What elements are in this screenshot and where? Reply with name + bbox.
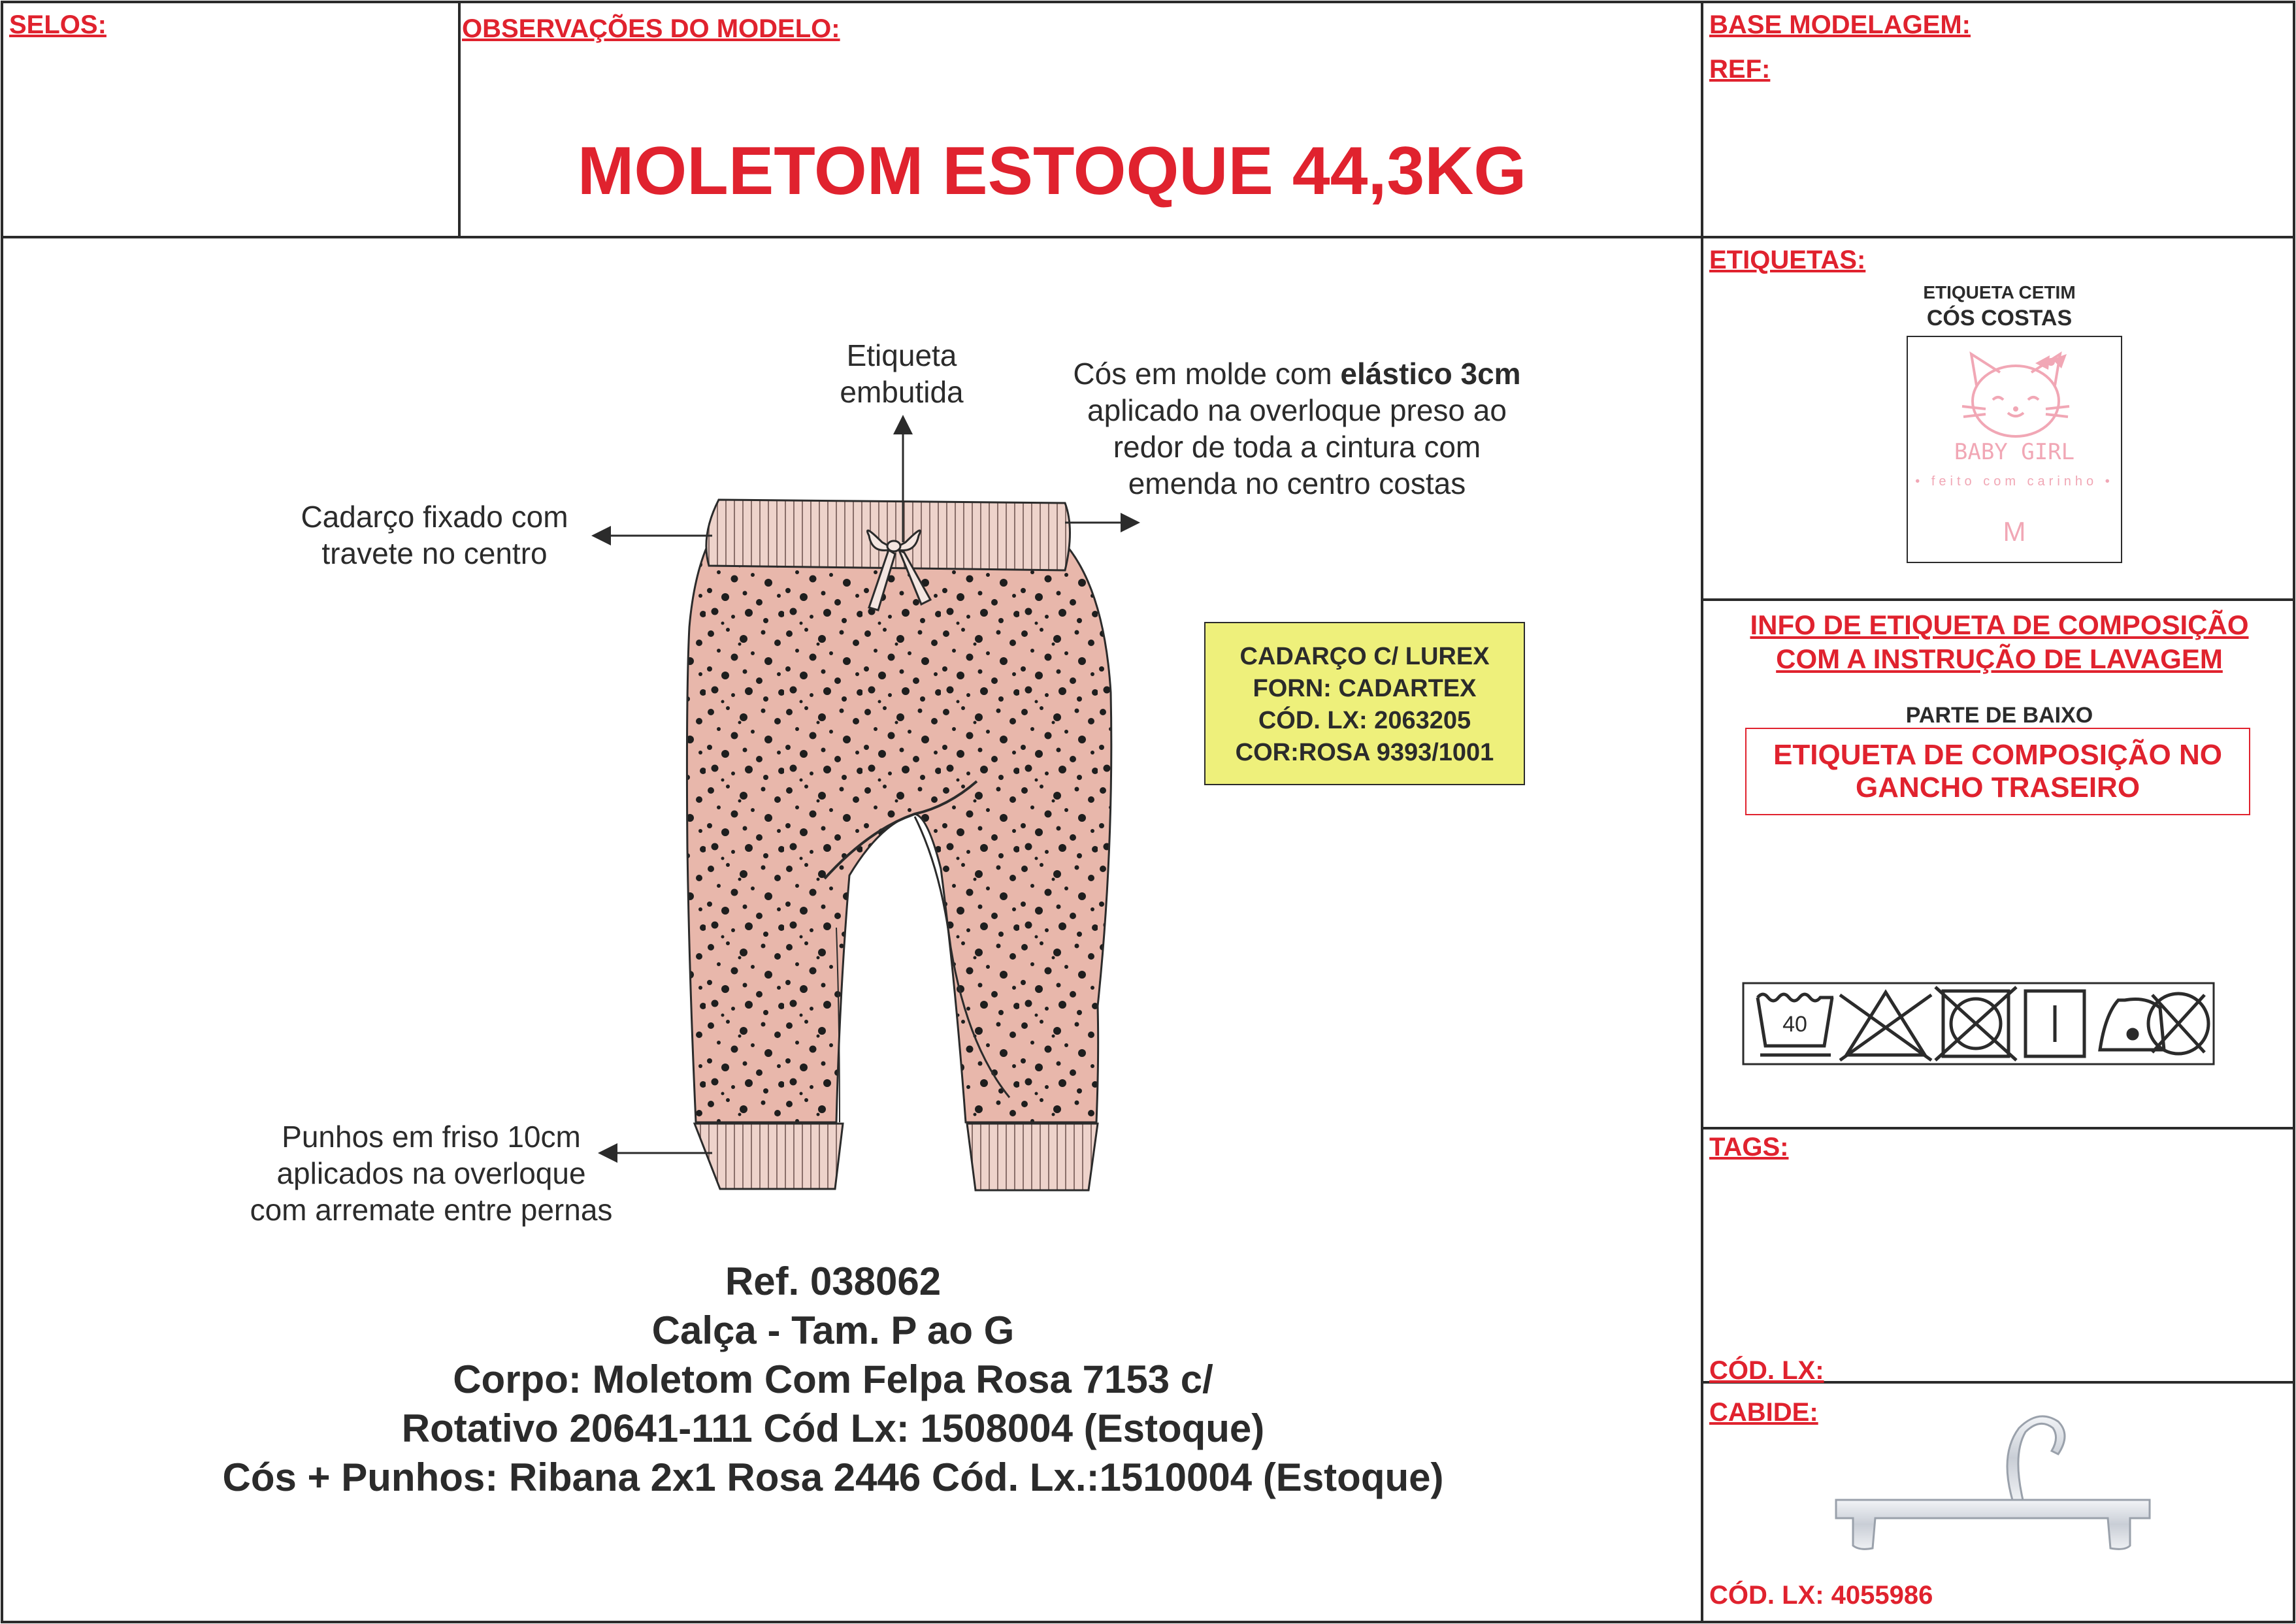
no-dry-clean-icon	[2148, 994, 2208, 1054]
label-tagline: • feito com carinho •	[1915, 474, 2114, 489]
svg-text:40: 40	[1782, 1012, 1807, 1037]
label-size: M	[2003, 516, 2026, 547]
cabide-label: CABIDE:	[1709, 1398, 1818, 1427]
spec-ref: Ref. 038062	[725, 1259, 942, 1303]
annotation-cos: Cós em molde com elástico 3cm aplicado na overloque preso ao redor de toda a cintura com emenda no centro costas	[1073, 357, 1521, 500]
cabide-code: CÓD. LX: 4055986	[1709, 1581, 1933, 1610]
satin-label	[1907, 336, 2122, 563]
no-bleach-icon	[1840, 992, 1931, 1060]
product-specs	[65, 1257, 1601, 1502]
composition-info-title-1: INFO DE ETIQUETA DE COMPOSIÇÃO	[1750, 609, 2249, 640]
annotation-punhos: Punhos em friso 10cm aplicados na overloque com arremate entre pernas	[250, 1120, 613, 1227]
etiqueta-cetim-label: ETIQUETA CETIM	[1923, 282, 2076, 302]
trim-spec-box: CADARÇO C/ LUREX FORN: CADARTEX CÓD. LX: 2063205 COR:ROSA 9393/1001	[1204, 622, 1525, 785]
base-modelagem-label: BASE MODELAGEM:	[1709, 10, 1971, 39]
label-brand: BABY GIRL	[1954, 439, 2075, 465]
annotation-cadarco: Cadarço fixado com travete no centro	[301, 500, 568, 570]
composition-info-title-2: COM A INSTRUÇÃO DE LAVAGEM	[1776, 643, 2223, 674]
tags-label: TAGS:	[1709, 1133, 1789, 1161]
parte-de-baixo-label: PARTE DE BAIXO	[1905, 703, 2093, 728]
page-title: MOLETOM ESTOQUE 44,3KG	[577, 133, 1527, 209]
annotation-etiqueta-embutida: Etiqueta embutida	[840, 338, 964, 409]
spec-body-fabric: Corpo: Moletom Com Felpa Rosa 7153 c/	[453, 1357, 1213, 1401]
kitten-icon	[1957, 346, 2075, 444]
etiquetas-label: ETIQUETAS:	[1709, 246, 1866, 274]
tags-cod-lx-label: CÓD. LX:	[1709, 1356, 1824, 1385]
ref-label: REF:	[1709, 55, 1771, 84]
no-tumble-dry-icon	[1935, 987, 2016, 1060]
spec-body-fabric-code: Rotativo 20641-111 Cód Lx: 1508004 (Estoque)	[401, 1406, 1265, 1450]
line-dry-icon	[2025, 991, 2084, 1056]
hanger-icon	[1823, 1402, 2163, 1559]
cos-costas-label: CÓS COSTAS	[1926, 306, 2073, 331]
composition-placement-box: ETIQUETA DE COMPOSIÇÃO NO GANCHO TRASEIRO	[1745, 728, 2250, 815]
care-symbols	[1742, 982, 2215, 1067]
observacoes-label: OBSERVAÇÕES DO MODELO:	[462, 14, 840, 43]
spec-rib: Cós + Punhos: Ribana 2x1 Rosa 2446 Cód. Lx.:1510004 (Estoque)	[222, 1455, 1444, 1499]
spec-size: Calça - Tam. P ao G	[651, 1308, 1015, 1352]
selos-label: SELOS:	[9, 10, 107, 39]
